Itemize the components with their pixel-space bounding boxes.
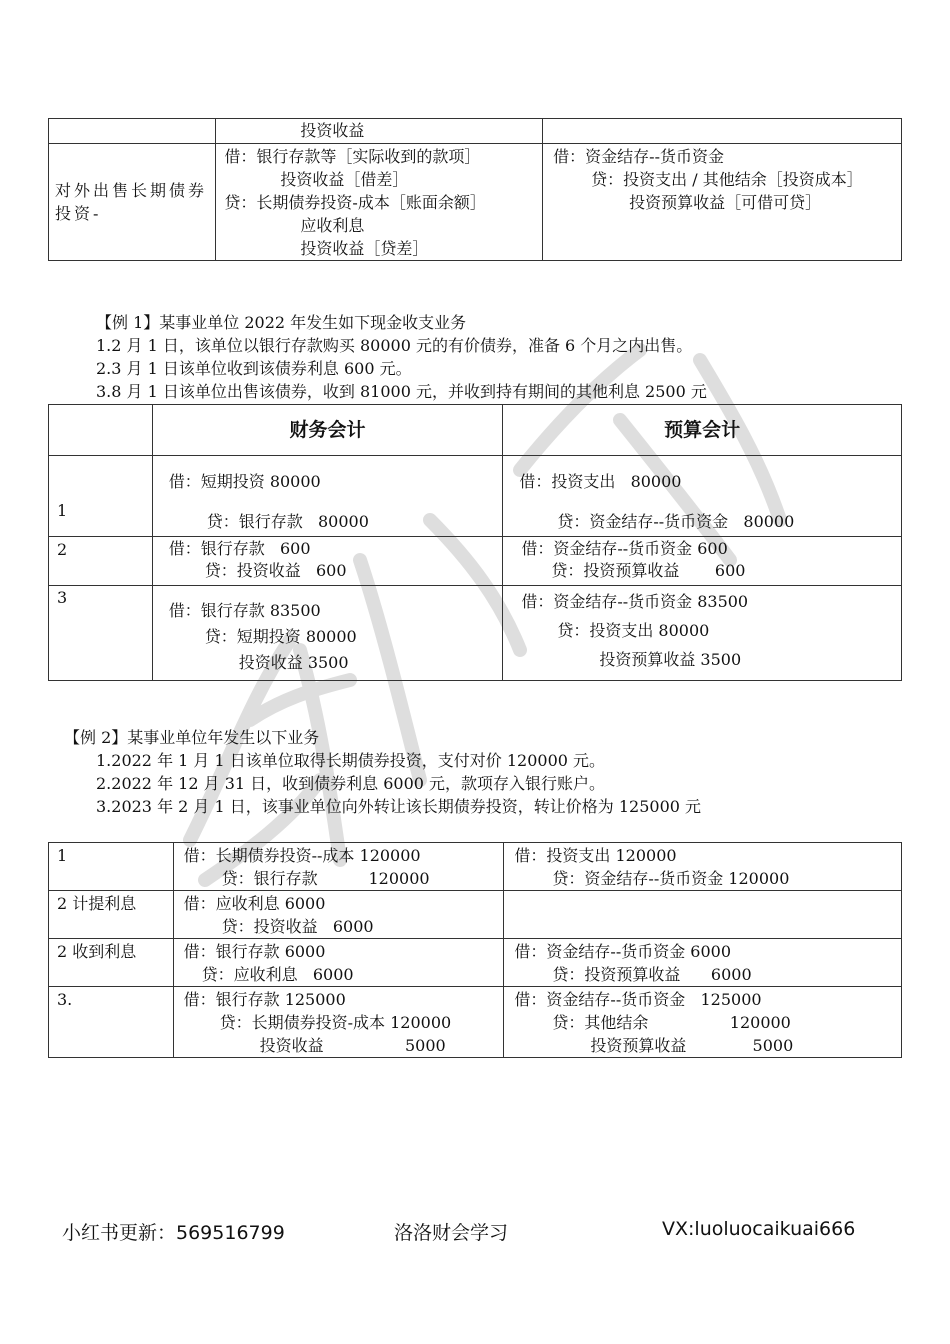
cell-text: 贷：其他结余 120000	[552, 1013, 791, 1032]
row-number: 1	[57, 501, 68, 520]
cell-text: 贷：银行存款 80000	[206, 512, 369, 531]
cell-text: 投资预算收益 3500	[599, 650, 742, 669]
table-cell	[49, 405, 153, 456]
example2-title: 【例 2】某事业单位年发生以下业务	[64, 728, 320, 747]
cell-text: 投资预算收益［可借可贷］	[629, 193, 822, 212]
cell-text: 借：长期债券投资--成本 120000	[183, 846, 421, 865]
footer-wechat: VX:luoluocaikuai666	[662, 1218, 856, 1240]
cell-text: 贷：投资预算收益 6000	[552, 965, 752, 984]
table-header-row	[49, 405, 902, 456]
example2-item: 2.2022 年 12 月 31 日，收到债券利息 6000 元，款项存入银行账户。	[96, 774, 606, 793]
table-cell	[503, 537, 902, 586]
table-cell	[216, 144, 543, 261]
table-cell	[504, 939, 902, 987]
cell-text: 贷：应收利息 6000	[201, 965, 354, 984]
cell-text: 借：银行存款 600	[168, 539, 311, 558]
table-row	[49, 939, 902, 987]
cell-text: 借：资金结存--货币资金 125000	[514, 990, 762, 1009]
table-cell	[49, 144, 216, 261]
example1-item: 2.3 月 1 日该单位收到该债券利息 600 元。	[96, 359, 412, 378]
column-header-financial: 财务会计	[152, 405, 503, 456]
column-header-budget: 预算会计	[503, 405, 902, 456]
cell-text: 投资预算收益 5000	[590, 1036, 794, 1055]
table-cell	[49, 843, 174, 891]
example1-title: 【例 1】某事业单位 2022 年发生如下现金收支业务	[96, 313, 467, 332]
row-number: 3.	[57, 990, 73, 1009]
cell-text: 贷：投资支出 80000	[557, 621, 710, 640]
cell-text: 借：银行存款 6000	[183, 942, 326, 961]
cell-text: 借：银行存款 83500	[168, 601, 321, 620]
table-cell	[216, 119, 543, 144]
table-row	[49, 987, 902, 1058]
table-cell	[49, 987, 174, 1058]
table-cell	[49, 891, 174, 939]
row-number: 1	[57, 846, 68, 865]
table-cell	[152, 537, 503, 586]
example2-item: 3.2023 年 2 月 1 日，该事业单位向外转让该长期债券投资，转让价格为 125000 元	[96, 797, 702, 816]
table-cell	[173, 843, 504, 891]
cell-text: 贷：长期债券投资-成本 120000	[219, 1013, 452, 1032]
example1-item: 3.8 月 1 日该单位出售该债券，收到 81000 元，并收到持有期间的其他利息 2500 元	[96, 382, 707, 401]
cell-text: 贷：银行存款 120000	[221, 869, 430, 888]
example1-item: 1.2 月 1 日，该单位以银行存款购买 80000 元的有价债券，准备 6 个月之内出售。	[96, 336, 693, 355]
table-cell	[543, 144, 902, 261]
cell-text: 对外出售长期债券投资-	[55, 181, 208, 223]
cell-text: 贷：资金结存--货币资金 80000	[557, 512, 795, 531]
cell-text: 借：投资支出 120000	[514, 846, 677, 865]
cell-text: 投资收益 5000	[259, 1036, 446, 1055]
cell-text: 应收利息	[300, 216, 365, 235]
cell-text: 借：资金结存--货币资金 600	[521, 539, 728, 558]
table-cell	[152, 456, 503, 537]
table-cell	[173, 891, 504, 939]
table-top	[48, 118, 902, 261]
cell-text: 借：银行存款 125000	[183, 990, 346, 1009]
table-cell	[49, 586, 153, 681]
table-cell	[504, 987, 902, 1058]
table-cell	[173, 987, 504, 1058]
cell-text: 借：应收利息 6000	[183, 894, 326, 913]
table-cell	[503, 456, 902, 537]
cell-text: 借：投资支出 80000	[519, 472, 682, 491]
cell-text: 贷：投资预算收益 600	[551, 561, 746, 580]
cell-text: 贷：资金结存--货币资金 120000	[552, 869, 790, 888]
table-cell	[173, 939, 504, 987]
watermark-stroke	[250, 680, 350, 720]
table-row	[49, 456, 902, 537]
cell-text: 贷：短期投资 80000	[204, 627, 357, 646]
cell-text: 借：资金结存--货币资金 83500	[521, 592, 749, 611]
row-number: 2	[57, 540, 68, 559]
example1-table	[48, 404, 902, 681]
cell-text: 贷：投资支出 / 其他结余［投资成本］	[591, 170, 863, 189]
cell-text: 投资收益	[300, 121, 365, 140]
cell-text: 贷：投资收益 6000	[221, 917, 374, 936]
footer-xiaohongshu: 小红书更新：569516799	[62, 1222, 285, 1244]
table-row	[49, 119, 902, 144]
cell-text: 投资收益［贷差］	[300, 239, 429, 258]
cell-text: 投资收益 3500	[238, 653, 349, 672]
cell-text: 投资收益［借差］	[280, 170, 409, 189]
table-row	[49, 891, 902, 939]
table-row	[49, 843, 902, 891]
table-cell	[543, 119, 902, 144]
table-cell	[49, 537, 153, 586]
cell-text: 借：资金结存--货币资金	[553, 147, 724, 166]
table-cell	[504, 891, 902, 939]
table-cell	[503, 586, 902, 681]
cell-text: 借：资金结存--货币资金 6000	[514, 942, 732, 961]
cell-text: 借：银行存款等［实际收到的款项］	[224, 147, 481, 166]
cell-text: 借：短期投资 80000	[168, 472, 321, 491]
row-number: 2 收到利息	[57, 942, 137, 961]
table-row	[49, 586, 902, 681]
row-number: 3	[57, 588, 68, 607]
table-cell	[152, 586, 503, 681]
table-cell	[49, 456, 153, 537]
example2-table	[48, 842, 902, 1058]
cell-text: 贷：投资收益 600	[204, 561, 347, 580]
table-row	[49, 144, 902, 261]
table-cell	[504, 843, 902, 891]
row-number: 2 计提利息	[57, 894, 137, 913]
table-row	[49, 537, 902, 586]
footer-brand: 洛洛财会学习	[394, 1222, 509, 1244]
table-cell	[49, 939, 174, 987]
example2-item: 1.2022 年 1 月 1 日该单位取得长期债券投资，支付对价 120000 元。	[96, 751, 606, 770]
table-cell	[49, 119, 216, 144]
cell-text: 贷：长期债券投资-成本［账面余额］	[224, 193, 486, 212]
